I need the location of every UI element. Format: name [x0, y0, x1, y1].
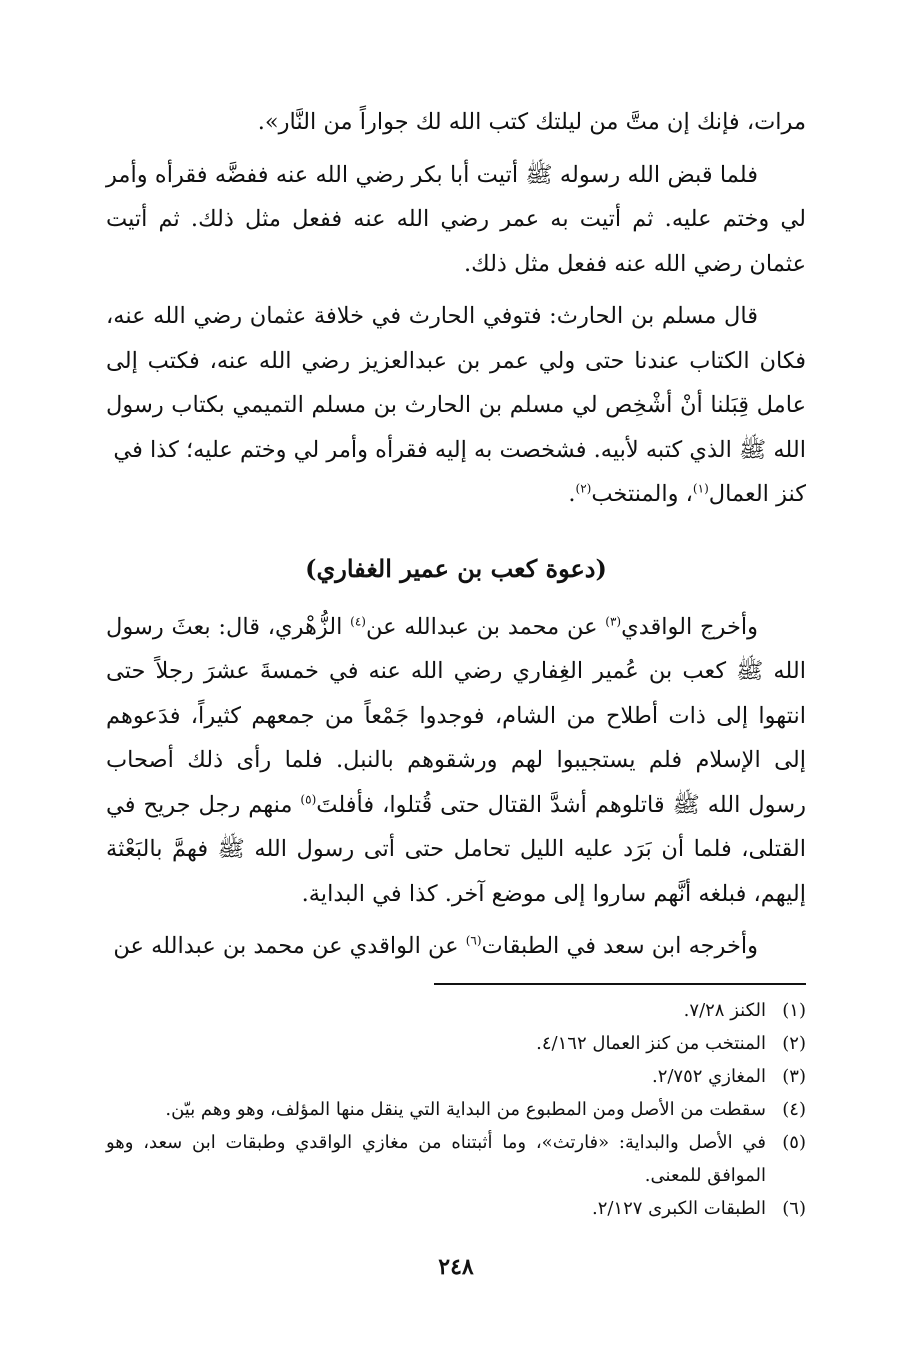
footnote-text: سقطت من الأصل ومن المطبوع من البداية التي ينقل منها المؤلف، وهو وهم بيّن. — [165, 1099, 766, 1120]
paragraph-5-b: عن الواقدي عن محمد بن عبدالله عن — [113, 933, 466, 959]
footnote-number: (٣) — [782, 1066, 806, 1087]
footnote-number: (٤) — [782, 1099, 806, 1120]
paragraph-4 — [106, 605, 806, 917]
footnote-text: في الأصل والبداية: «فارتث»، وما أثبتناه من مغازي الواقدي وطبقات ابن سعد، وهو الموافق للمعنى. — [106, 1132, 766, 1186]
footnote-text: الطبقات الكبرى ٢/١٢٧. — [591, 1198, 766, 1219]
section-heading: (دعوة كعب بن عمير الغفاري) — [305, 553, 607, 583]
paragraph-4-c: الزُّهْري، قال: بعثَ رسول الله ﷺ كعب بن عُمير الغِفاري رضي الله عنه في خمسةَ عشرَ رجلاً حتى انتهوا إلى ذات أطلاح من الشام، فوجدوا جَمْعاً من جمعهم كثيراً، فدَعوهم إلى الإسلام فلم يستجيبوا لهم ورشقوهم بالنبل. فلما رأى ذلك أصحاب رسول الله ﷺ قاتلوهم أشدَّ القتال حتى قُتلوا، فأفلتَ — [106, 613, 806, 818]
footnote-ref-3[interactable]: (٣) — [605, 614, 622, 628]
footnote-ref-5[interactable]: (٥) — [300, 792, 317, 806]
footnote-text: الكنز ٧/٢٨. — [683, 1000, 766, 1021]
paragraph-1: مرات، فإنك إن متَّ من ليلتك كتب الله لك جواراً من النَّار». — [257, 109, 806, 135]
footnote-number: (٦) — [782, 1198, 806, 1219]
footnote-ref-4[interactable]: (٤) — [350, 614, 366, 628]
main-text — [106, 100, 806, 977]
footnote-5 — [106, 1126, 806, 1192]
paragraph-4-d: منهم رجل جريح في القتلى، فلما أن بَرَد عليه الليل تحامل حتى أتى رسول الله ﷺ فهمَّ بالبَعْثة إليهم، فبلغه أنَّهم ساروا إلى موضع آخر. كذا في البداية. — [106, 791, 806, 907]
footnote-ref-2[interactable]: (٢) — [575, 481, 592, 496]
footnote-text: المنتخب من كنز العمال ٤/١٦٢. — [536, 1033, 766, 1054]
footnote-1 — [106, 994, 806, 1027]
footnote-3 — [106, 1060, 806, 1093]
paragraph-3-text: قال مسلم بن الحارث: فتوفي الحارث في خلافة عثمان رضي الله عنه، فكان الكتاب عندنا حتى ولي عمر بن عبدالعزيز رضي الله عنه، فكتب إلى عامل قِبَلنا أنْ أشْخِص لي مسلم بن الحارث بن مسلم التميمي بكتاب رسول الله ﷺ الذي كتبه لأبيه. فشخصت به إليه فقرأه وأمر لي وختم عليه؛ كذا في — [106, 303, 806, 463]
footnote-2 — [106, 1027, 806, 1060]
paragraph-2: فلما قبض الله رسوله ﷺ أتيت أبا بكر رضي الله عنه ففضَّه فقرأه وأمر لي وختم عليه. ثم أتيت به عمر رضي الله عنه ففعل مثل ذلك. ثم أتيت عثمان رضي الله عنه ففعل مثل ذلك. — [106, 161, 806, 277]
paragraph-3-tail-b: ، والمنتخب — [591, 481, 693, 507]
footnote-4 — [106, 1093, 806, 1126]
footnote-number: (٢) — [782, 1033, 806, 1054]
paragraph-3-tail-c: . — [568, 481, 576, 507]
footnote-ref-6[interactable]: (٦) — [465, 933, 482, 948]
footnote-separator — [434, 983, 806, 985]
paragraph-3 — [106, 294, 806, 517]
paragraph-3-tail-a: كنز العمال — [708, 481, 806, 507]
paragraph-4-a: وأخرج الواقدي — [621, 613, 758, 640]
footnotes — [106, 994, 806, 1225]
paragraph-5-a: وأخرجه ابن سعد في الطبقات — [481, 933, 758, 959]
footnote-text: المغازي ٢/٧٥٢. — [651, 1066, 766, 1087]
footnote-number: (١) — [782, 1000, 806, 1021]
footnote-6 — [106, 1192, 806, 1225]
footnote-ref-1[interactable]: (١) — [692, 481, 709, 496]
paragraph-4-b: عن محمد بن عبدالله عن — [365, 613, 606, 640]
footnote-number: (٥) — [782, 1132, 806, 1153]
page-number: ٢٤٨ — [438, 1254, 474, 1280]
paragraph-5 — [106, 924, 806, 969]
